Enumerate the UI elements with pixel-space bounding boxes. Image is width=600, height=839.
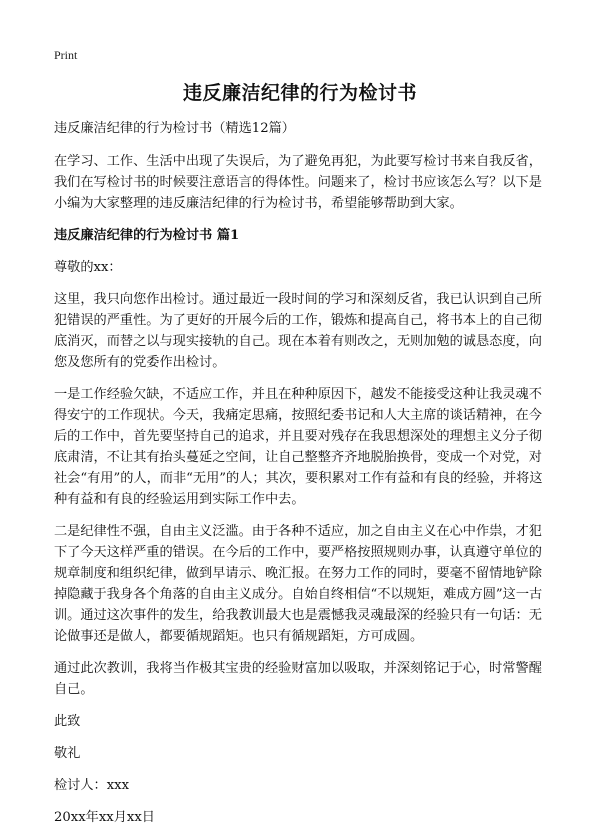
salutation: 尊敬的xx：	[54, 260, 122, 275]
closing-jing-li: 敬礼	[54, 746, 81, 761]
document-subtitle: 违反廉洁纪律的行为检讨书（精选12篇）	[54, 121, 295, 136]
closing-ci-zhi: 此致	[54, 714, 81, 729]
body-paragraph-3: 二是纪律性不强，自由主义泛滥。由于各种不适应，加之自由主义在心中作祟，才犯下了今天这样严重的错误。在今后的工作中，要严格按照规则办事，认真遵守单位的规章制度和组织纪律，做到早请示、晚汇报。在努力工作的同时，要毫不留情地铲除掉隐藏于我身各个角落的自由主义成分。自始自终相信“不以规矩，难成方圆”这一古训。通过这次事件的发生，给我教训最大也是震憾我灵魂最深的经验只有一句话：无论做事还是做人，都要循规蹈矩。也只有循规蹈矩，方可成圆。	[54, 524, 543, 644]
page-title: 违反廉洁纪律的行为检讨书	[182, 82, 417, 104]
signature: 检讨人：xxx	[54, 778, 130, 793]
body-paragraph-4: 通过此次教训，我将当作极其宝贵的经验财富加以吸取，并深刻铭记于心，时常警醒自己。	[54, 661, 542, 697]
body-paragraph-2: 一是工作经验欠缺，不适应工作，并且在种种原因下，越发不能接受这种让我灵魂不得安宁的工作现状。今天，我痛定思痛，按照纪委书记和人大主席的谈话精神，在今后的工作中，首先要坚持自己的追求，并且要对残存在我思想深处的理想主义分子彻底肃清，不让其有抬头蔓延之空间，让自己整整齐齐地脱胎换骨，变成一个对党，对社会“有用”的人，而非“无用”的人；其次，要积累对工作有益和有良的经验，并将这种有益和有良的经验运用到实际工作中去。	[54, 387, 543, 507]
document-body	[54, 118, 546, 839]
print-link[interactable]: Print	[54, 48, 78, 62]
intro-paragraph: 在学习、工作、生活中出现了失误后，为了避免再犯，为此要写检讨书来自我反省，我们在写检讨书的时候要注意语言的得体性。问题来了，检讨书应该怎么写？以下是小编为大家整理的违反廉洁纪律的行为检讨书，希望能够帮助到大家。	[54, 154, 542, 211]
body-paragraph-1: 这里，我只向您作出检讨。通过最近一段时间的学习和深刻反省，我已认识到自己所犯错误的严重性。为了更好的开展今后的工作，锻炼和提高自己，将书本上的自己彻底消灭，而替之以与现实接轨的自己。现在本着有则改之，无则加勉的诚恳态度，向您及您所有的党委作出检讨。	[54, 292, 542, 370]
section-heading: 违反廉洁纪律的行为检讨书 篇1	[54, 228, 240, 243]
date: 20xx年xx月xx日	[54, 810, 155, 825]
